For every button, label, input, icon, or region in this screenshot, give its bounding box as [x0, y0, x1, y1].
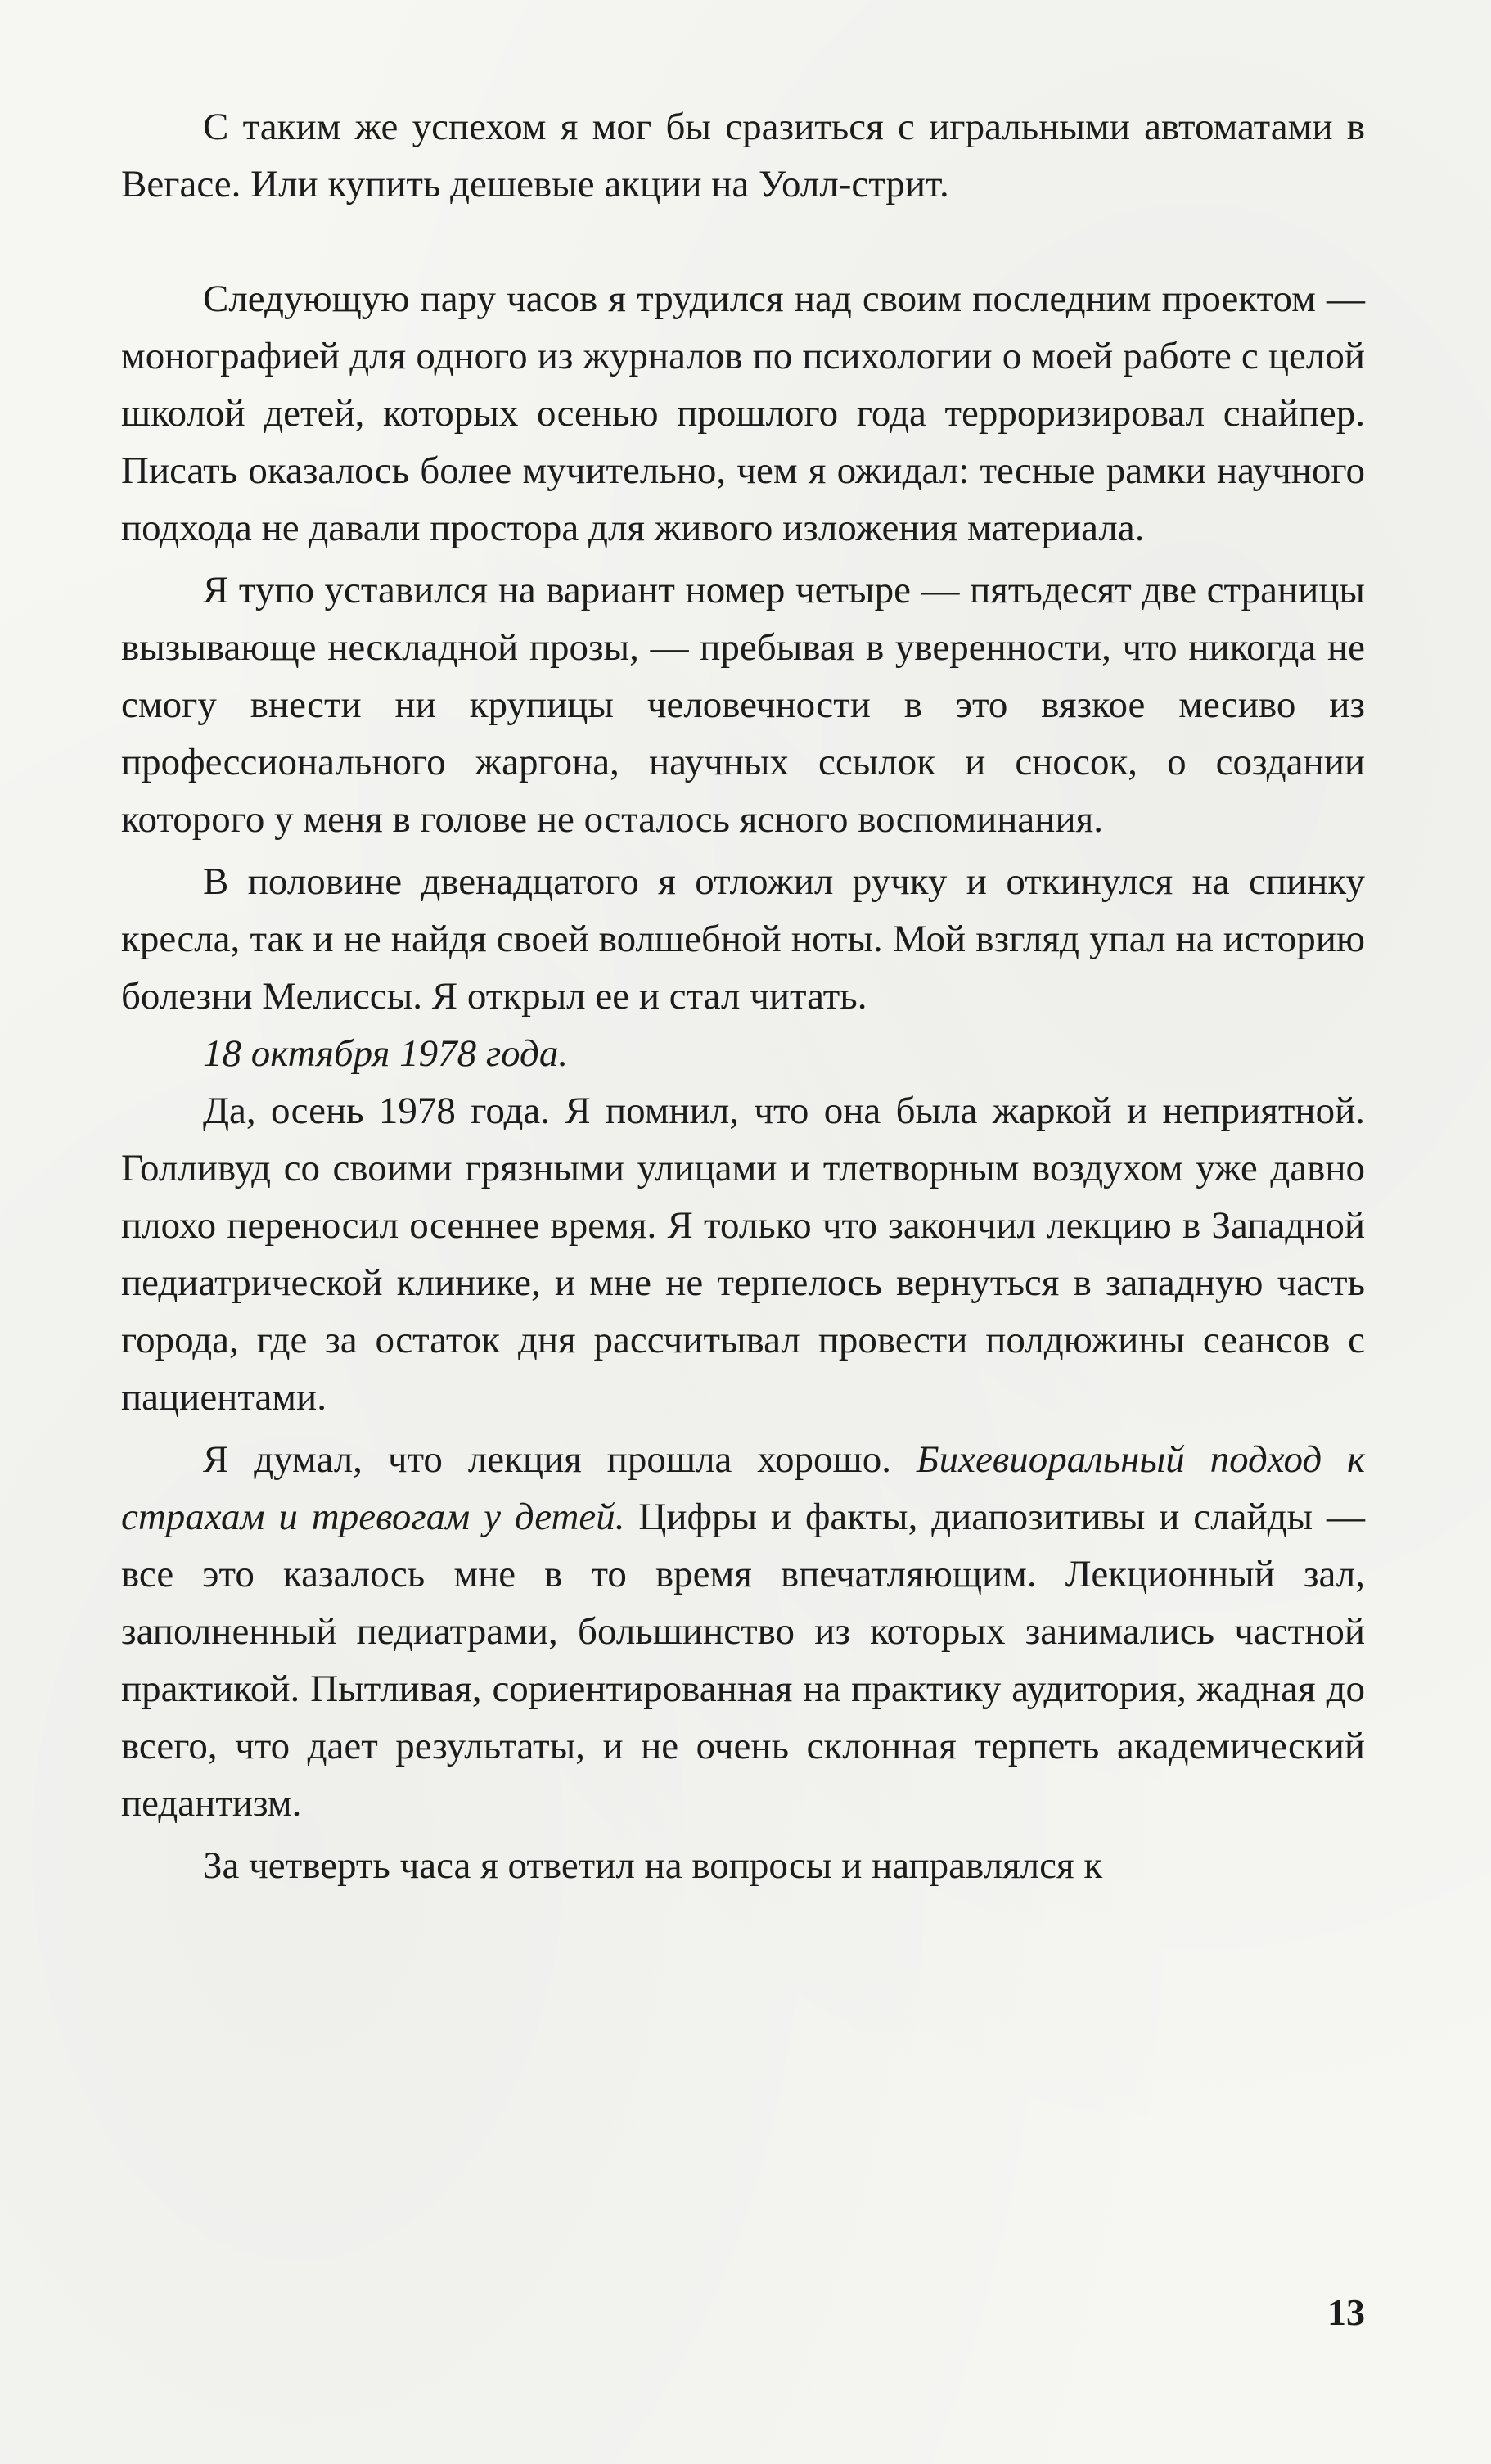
paragraph-2: Следующую пару часов я трудился над своим последним проектом — монографией для одного из журналов по психологии о моей работе с целой школой детей, которых осенью прошлого года терроризировал снайпер. Писать оказалось более мучительно, чем я ожидал: тесные рамки научного подхода не давали простора для живого изложения материала. — [121, 278, 1365, 549]
dateline: 18 октября 1978 года. — [203, 1032, 569, 1075]
paragraph-6 — [121, 1431, 1365, 1832]
paragraph-5: Да, осень 1978 года. Я помнил, что она была жаркой и неприятной. Голливуд со своими грязными улицами и тлетворным воздухом уже давно плохо переносил осеннее время. Я только что закончил лекцию в Западной педиатрической клинике, и мне не терпелось вернуться в западную часть города, где за остаток дня рассчитывал провести полдюжины сеансов с пациентами. — [121, 1090, 1365, 1419]
page-number: 13 — [1327, 2291, 1365, 2333]
paragraph-1: С таким же успехом я мог бы сразиться с игральными автоматами в Вегасе. Или купить дешевые акции на Уолл-стрит. — [121, 106, 1365, 205]
paragraph-6-start: Я думал, что лекция прошла хорошо. — [203, 1438, 891, 1481]
lecture-title: Бихевиоральный подход к страхам и тревогам у детей. — [121, 1438, 1366, 1538]
paragraph-4: В половине двенадцатого я отложил ручку и откинулся на спинку кресла, так и не найдя своей волшебной ноты. Мой взгляд упал на историю болезни Мелиссы. Я открыл ее и стал читать. — [121, 860, 1365, 1018]
body-text — [121, 98, 1365, 1894]
paragraph-7: За четверть часа я ответил на вопросы и направлялся к — [203, 1844, 1103, 1887]
paragraph-3: Я тупо уставился на вариант номер четыре — пятьдесят две страницы вызывающе нескладной прозы, — пребывая в уверенности, что никогда не смогу внести ни крупицы человечности в это вязкое месиво из профессионального жаргона, научных ссылок и сносок, о создании которого у меня в голове не осталось ясного воспоминания. — [121, 569, 1365, 841]
paragraph-6-end: Цифры и факты, диапозитивы и слайды — все это казалось мне в то время впечатляющим. Лекционный зал, заполненный педиатрами, большинство из которых занимались частной практикой. Пытливая, сориентированная на практику аудитория, жадная до всего, что дает результаты, и не очень склонная терпеть академический педантизм. — [121, 1496, 1365, 1825]
